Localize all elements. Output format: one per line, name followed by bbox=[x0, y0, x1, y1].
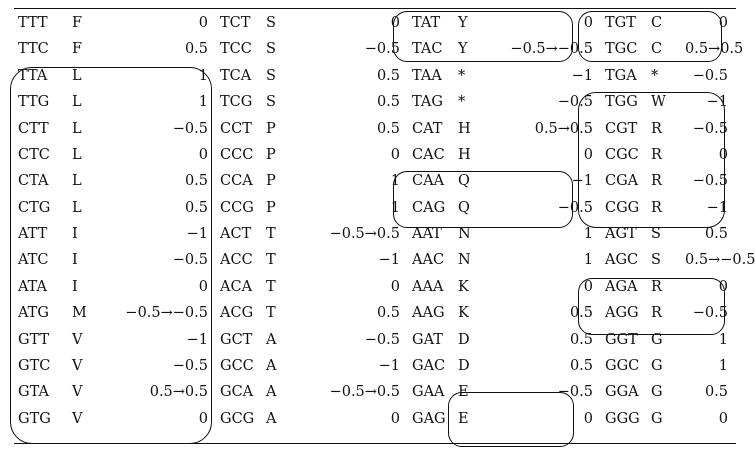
codon-cell: GTC bbox=[18, 358, 51, 375]
codon-cell: TAT bbox=[412, 14, 441, 31]
amino-acid-cell: H bbox=[458, 120, 471, 137]
codon-cell: GGA bbox=[605, 384, 639, 401]
amino-acid-cell: M bbox=[72, 305, 87, 322]
score-cell: −1 bbox=[571, 67, 593, 84]
codon-cell: CCC bbox=[220, 146, 254, 163]
score-cell: 0 bbox=[583, 278, 593, 295]
codon-cell: GTT bbox=[18, 331, 50, 348]
codon-cell: ACA bbox=[220, 278, 253, 295]
codon-cell: GAT bbox=[412, 331, 443, 348]
codon-cell: TCG bbox=[220, 94, 253, 111]
amino-acid-cell: W bbox=[651, 94, 666, 111]
amino-acid-cell: A bbox=[266, 410, 277, 427]
amino-acid-cell: G bbox=[651, 410, 663, 427]
amino-acid-cell: R bbox=[651, 305, 662, 322]
codon-cell: GTA bbox=[18, 384, 49, 401]
codon-cell: GGC bbox=[605, 358, 640, 375]
table-row bbox=[14, 274, 736, 300]
score-cell: −1 bbox=[378, 358, 400, 375]
amino-acid-cell: D bbox=[458, 358, 470, 375]
score-cell: 0.5→0.5 bbox=[685, 41, 744, 58]
codon-cell: ATC bbox=[18, 252, 49, 269]
amino-acid-cell: L bbox=[72, 173, 82, 190]
codon-cell: GGG bbox=[605, 410, 640, 427]
score-cell: 1 bbox=[198, 94, 208, 111]
codon-cell: ACT bbox=[220, 226, 252, 243]
codon-cell: AGG bbox=[605, 305, 639, 322]
amino-acid-cell: T bbox=[266, 305, 276, 322]
amino-acid-cell: P bbox=[266, 120, 276, 137]
score-cell: −0.5 bbox=[364, 41, 400, 58]
amino-acid-cell: S bbox=[266, 41, 276, 58]
table-row bbox=[14, 142, 736, 168]
codon-cell: GGT bbox=[605, 331, 638, 348]
table-row bbox=[14, 63, 736, 89]
score-cell: 0 bbox=[718, 278, 728, 295]
amino-acid-cell: L bbox=[72, 146, 82, 163]
amino-acid-cell: T bbox=[266, 278, 276, 295]
amino-acid-cell: E bbox=[458, 384, 469, 401]
score-cell: 0.5 bbox=[569, 305, 593, 322]
score-cell: −0.5 bbox=[172, 120, 208, 137]
score-cell: 0.5 bbox=[704, 226, 728, 243]
amino-acid-cell: V bbox=[72, 384, 83, 401]
score-cell: 0.5 bbox=[376, 305, 400, 322]
score-cell: −0.5→0.5 bbox=[329, 384, 400, 401]
amino-acid-cell: S bbox=[651, 226, 661, 243]
amino-acid-cell: G bbox=[651, 384, 663, 401]
amino-acid-cell: Y bbox=[458, 41, 468, 58]
amino-acid-cell: T bbox=[266, 226, 276, 243]
table-row bbox=[14, 89, 736, 115]
table-row bbox=[14, 248, 736, 274]
codon-cell: CGA bbox=[605, 173, 639, 190]
score-cell: −1 bbox=[706, 199, 728, 216]
table-row bbox=[14, 327, 736, 353]
amino-acid-cell: R bbox=[651, 199, 662, 216]
amino-acid-cell: Y bbox=[458, 14, 468, 31]
score-cell: −0.5 bbox=[364, 331, 400, 348]
amino-acid-cell: L bbox=[72, 67, 82, 84]
score-cell: 1 bbox=[390, 199, 400, 216]
score-cell: 0 bbox=[390, 278, 400, 295]
amino-acid-cell: K bbox=[458, 305, 469, 322]
score-cell: 0 bbox=[583, 410, 593, 427]
codon-cell: GCG bbox=[220, 410, 255, 427]
score-cell: 0 bbox=[390, 410, 400, 427]
codon-cell: TTC bbox=[18, 41, 49, 58]
score-cell: −1 bbox=[571, 173, 593, 190]
amino-acid-cell: I bbox=[72, 226, 78, 243]
amino-acid-cell: L bbox=[72, 120, 82, 137]
amino-acid-cell: V bbox=[72, 358, 83, 375]
table-row bbox=[14, 36, 736, 62]
codon-cell: CGT bbox=[605, 120, 638, 137]
table-row bbox=[14, 221, 736, 247]
codon-cell: TGC bbox=[605, 41, 638, 58]
amino-acid-cell: T bbox=[266, 252, 276, 269]
codon-cell: AGC bbox=[605, 252, 639, 269]
codon-cell: TGG bbox=[605, 94, 638, 111]
score-cell: −0.5→−0.5 bbox=[510, 41, 593, 58]
amino-acid-cell: S bbox=[266, 14, 276, 31]
codon-cell: CTT bbox=[18, 120, 49, 137]
codon-cell: CGG bbox=[605, 199, 640, 216]
amino-acid-cell: P bbox=[266, 199, 276, 216]
score-cell: −0.5 bbox=[172, 358, 208, 375]
amino-acid-cell: R bbox=[651, 120, 662, 137]
amino-acid-cell: G bbox=[651, 358, 663, 375]
codon-cell: CGC bbox=[605, 146, 639, 163]
codon-cell: GCA bbox=[220, 384, 254, 401]
score-cell: 0.5 bbox=[569, 358, 593, 375]
codon-cell: CAT bbox=[412, 120, 443, 137]
codon-cell: AAT bbox=[412, 226, 442, 243]
score-cell: 0.5→0.5 bbox=[534, 120, 593, 137]
codon-cell: GCT bbox=[220, 331, 253, 348]
codon-cell: TCA bbox=[220, 67, 252, 84]
codon-cell: CTC bbox=[18, 146, 50, 163]
score-cell: −0.5 bbox=[692, 305, 728, 322]
score-cell: 0 bbox=[583, 14, 593, 31]
score-cell: 0.5→0.5 bbox=[149, 384, 208, 401]
codon-cell: TTG bbox=[18, 94, 50, 111]
score-cell: 0.5 bbox=[184, 173, 208, 190]
amino-acid-cell: L bbox=[72, 94, 82, 111]
amino-acid-cell: F bbox=[72, 41, 83, 58]
amino-acid-cell: N bbox=[458, 252, 471, 269]
amino-acid-cell: R bbox=[651, 278, 662, 295]
score-cell: 0.5→−0.5 bbox=[685, 252, 755, 269]
score-cell: 0 bbox=[198, 146, 208, 163]
codon-cell: TCC bbox=[220, 41, 252, 58]
score-cell: 1 bbox=[718, 358, 728, 375]
amino-acid-cell: V bbox=[72, 331, 83, 348]
amino-acid-cell: * bbox=[458, 94, 466, 111]
score-cell: 0.5 bbox=[569, 331, 593, 348]
score-cell: 0.5 bbox=[184, 41, 208, 58]
score-cell: −0.5 bbox=[692, 173, 728, 190]
codon-cell: TGT bbox=[605, 14, 636, 31]
table-row bbox=[14, 353, 736, 379]
codon-cell: TAC bbox=[412, 41, 443, 58]
score-cell: −0.5→−0.5 bbox=[125, 305, 208, 322]
table-row bbox=[14, 406, 736, 432]
codon-cell: ACC bbox=[220, 252, 253, 269]
codon-cell: GCC bbox=[220, 358, 254, 375]
amino-acid-cell: V bbox=[72, 410, 83, 427]
codon-cell: AAC bbox=[412, 252, 445, 269]
amino-acid-cell: S bbox=[266, 94, 276, 111]
codon-table bbox=[14, 10, 755, 432]
amino-acid-cell: K bbox=[458, 278, 469, 295]
score-cell: 0 bbox=[198, 14, 208, 31]
score-cell: 0.5 bbox=[376, 67, 400, 84]
amino-acid-cell: C bbox=[651, 41, 663, 58]
codon-cell: CAA bbox=[412, 173, 445, 190]
table-row bbox=[14, 195, 736, 221]
score-cell: 1 bbox=[198, 67, 208, 84]
score-cell: −0.5 bbox=[557, 94, 593, 111]
amino-acid-cell: R bbox=[651, 173, 662, 190]
score-cell: −1 bbox=[706, 94, 728, 111]
amino-acid-cell: G bbox=[651, 331, 663, 348]
score-cell: −1 bbox=[186, 331, 208, 348]
amino-acid-cell: * bbox=[458, 67, 466, 84]
table-row bbox=[14, 168, 736, 194]
codon-cell: AGT bbox=[605, 226, 637, 243]
score-cell: 1 bbox=[583, 252, 593, 269]
score-cell: 0 bbox=[390, 14, 400, 31]
score-cell: 0.5 bbox=[704, 384, 728, 401]
codon-cell: TTA bbox=[18, 67, 48, 84]
amino-acid-cell: C bbox=[651, 14, 663, 31]
codon-cell: TAA bbox=[412, 67, 442, 84]
amino-acid-cell: F bbox=[72, 14, 83, 31]
table-row bbox=[14, 10, 736, 36]
score-cell: 0 bbox=[583, 146, 593, 163]
amino-acid-cell: S bbox=[651, 252, 661, 269]
codon-cell: CCA bbox=[220, 173, 253, 190]
codon-cell: CTG bbox=[18, 199, 51, 216]
score-cell: 1 bbox=[718, 331, 728, 348]
score-cell: −0.5 bbox=[557, 199, 593, 216]
amino-acid-cell: S bbox=[266, 67, 276, 84]
table-row bbox=[14, 116, 736, 142]
codon-cell: ATA bbox=[18, 278, 48, 295]
codon-cell: ATG bbox=[18, 305, 49, 322]
score-cell: −1 bbox=[378, 252, 400, 269]
codon-cell: TCT bbox=[220, 14, 251, 31]
amino-acid-cell: R bbox=[651, 146, 662, 163]
amino-acid-cell: * bbox=[651, 67, 659, 84]
codon-cell: GAC bbox=[412, 358, 446, 375]
amino-acid-cell: A bbox=[266, 384, 277, 401]
score-cell: 0 bbox=[718, 14, 728, 31]
score-cell: 0.5 bbox=[376, 120, 400, 137]
score-cell: 0.5 bbox=[376, 94, 400, 111]
top-rule bbox=[14, 8, 736, 9]
codon-cell: ACG bbox=[220, 305, 254, 322]
amino-acid-cell: Q bbox=[458, 173, 470, 190]
amino-acid-cell: D bbox=[458, 331, 470, 348]
amino-acid-cell: A bbox=[266, 358, 277, 375]
score-cell: −0.5 bbox=[692, 67, 728, 84]
amino-acid-cell: A bbox=[266, 331, 277, 348]
score-cell: 0 bbox=[718, 146, 728, 163]
score-cell: −0.5 bbox=[172, 252, 208, 269]
table-row bbox=[14, 300, 736, 326]
amino-acid-cell: I bbox=[72, 252, 78, 269]
score-cell: 1 bbox=[583, 226, 593, 243]
codon-cell: AAG bbox=[412, 305, 445, 322]
codon-cell: TAG bbox=[412, 94, 443, 111]
amino-acid-cell: P bbox=[266, 173, 276, 190]
score-cell: −0.5→0.5 bbox=[329, 226, 400, 243]
amino-acid-cell: E bbox=[458, 410, 469, 427]
score-cell: −1 bbox=[186, 226, 208, 243]
codon-cell: TTT bbox=[18, 14, 48, 31]
codon-cell: GAG bbox=[412, 410, 446, 427]
amino-acid-cell: I bbox=[72, 278, 78, 295]
amino-acid-cell: Q bbox=[458, 199, 470, 216]
codon-cell: GTG bbox=[18, 410, 51, 427]
codon-cell: CAC bbox=[412, 146, 445, 163]
codon-cell: CCT bbox=[220, 120, 252, 137]
score-cell: −0.5 bbox=[557, 384, 593, 401]
bottom-rule bbox=[14, 443, 736, 444]
codon-cell: AAA bbox=[412, 278, 444, 295]
score-cell: −0.5 bbox=[692, 120, 728, 137]
amino-acid-cell: N bbox=[458, 226, 471, 243]
codon-cell: CCG bbox=[220, 199, 254, 216]
codon-cell: CAG bbox=[412, 199, 446, 216]
score-cell: 0.5 bbox=[184, 199, 208, 216]
amino-acid-cell: H bbox=[458, 146, 471, 163]
score-cell: 0 bbox=[198, 278, 208, 295]
amino-acid-cell: L bbox=[72, 199, 82, 216]
codon-cell: GAA bbox=[412, 384, 445, 401]
amino-acid-cell: P bbox=[266, 146, 276, 163]
score-cell: 0 bbox=[390, 146, 400, 163]
score-cell: 1 bbox=[390, 173, 400, 190]
score-cell: 0 bbox=[198, 410, 208, 427]
codon-cell: TGA bbox=[605, 67, 637, 84]
codon-cell: ATT bbox=[18, 226, 48, 243]
codon-cell: AGA bbox=[605, 278, 638, 295]
table-row bbox=[14, 379, 736, 405]
score-cell: 0 bbox=[718, 410, 728, 427]
codon-cell: CTA bbox=[18, 173, 49, 190]
